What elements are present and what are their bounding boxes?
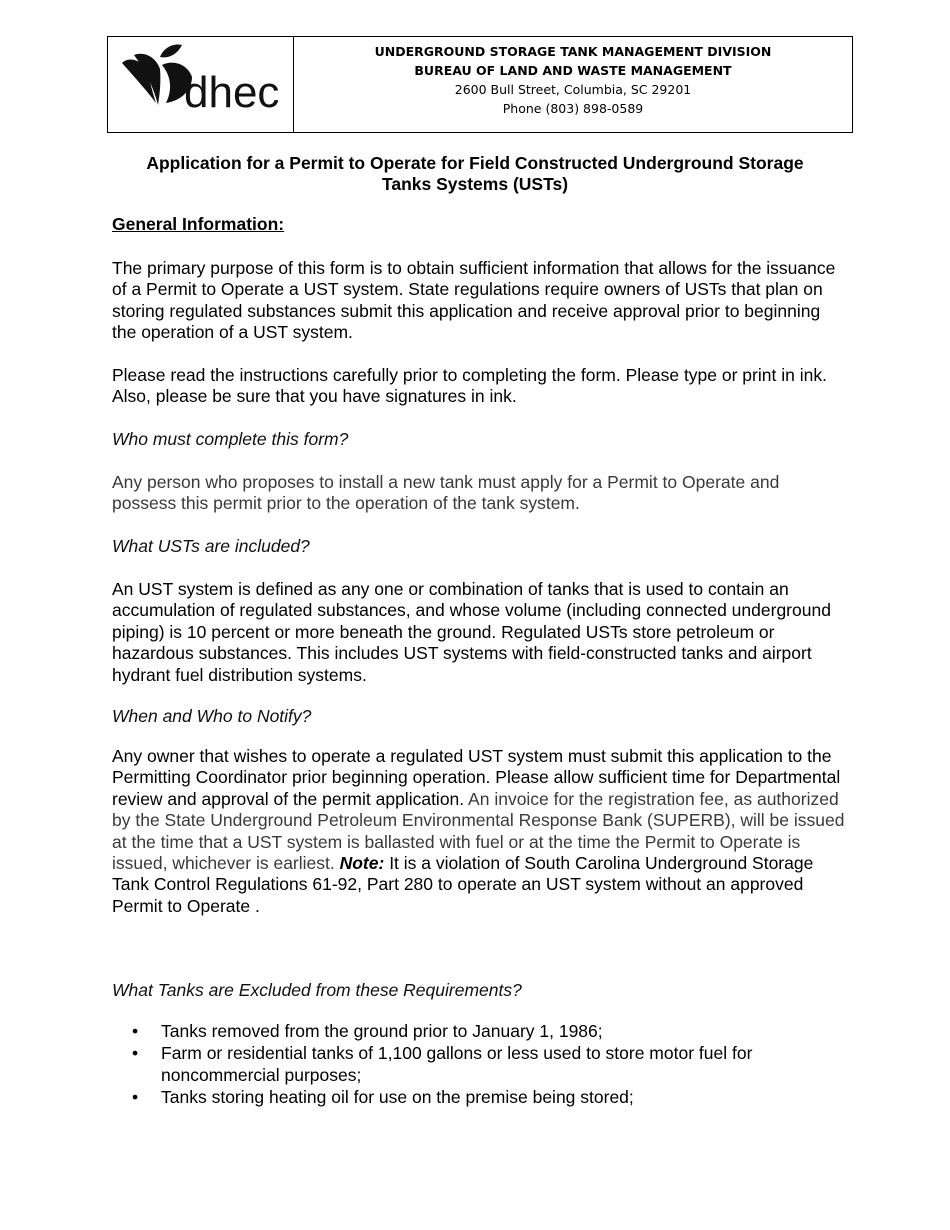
agency-address: 2600 Bull Street, Columbia, SC 29201 bbox=[454, 82, 692, 97]
bullet-icon: • bbox=[132, 1087, 139, 1107]
notify-answer-violation: It is a violation of South Carolina Underground Storage Tank Control Regulations 61-92, Part 280 to operate an UST system without an approved Permit to Operate . bbox=[112, 853, 814, 916]
dhec-logo-icon bbox=[116, 41, 288, 115]
agency-block bbox=[294, 37, 852, 137]
svg-text:dhec: dhec bbox=[184, 68, 280, 115]
notify-answer bbox=[112, 746, 847, 917]
agency-phone: Phone (803) 898-0589 bbox=[502, 101, 644, 116]
form-title-line1: Application for a Permit to Operate for Field Constructed Underground Storage bbox=[146, 153, 804, 173]
list-item bbox=[130, 1042, 830, 1086]
form-title bbox=[112, 153, 838, 195]
notify-question: When and Who to Notify? bbox=[112, 706, 312, 726]
division-name: UNDERGROUND STORAGE TANK MANAGEMENT DIVISION bbox=[374, 44, 772, 59]
letterhead bbox=[107, 36, 853, 133]
excluded-list bbox=[130, 1020, 830, 1108]
notify-answer-a: Any owner that wishes to operate a regulated UST system must submit this application to the Permitting Coordinator prior beginning operation. Please allow sufficient time for Departmental review and approval of the permit application. bbox=[112, 746, 841, 809]
list-item-text: Tanks removed from the ground prior to January 1, 1986; bbox=[161, 1021, 603, 1041]
list-item-text: Farm or residential tanks of 1,100 gallons or less used to store motor fuel for noncommercial purposes; bbox=[161, 1043, 753, 1085]
excluded-question: What Tanks are Excluded from these Requirements? bbox=[112, 980, 522, 1000]
form-title-line2: Tanks Systems (USTs) bbox=[381, 174, 569, 194]
dhec-logo bbox=[108, 37, 294, 132]
list-item-text: Tanks storing heating oil for use on the premise being stored; bbox=[161, 1087, 634, 1107]
notify-answer-invoice: An invoice for the registration fee, as authorized by the State Underground Petroleum Environmental Response Bank (SUPERB), will be issued at the time that a UST system is ballasted with fuel or at the time the Permit to Operate is issued, whichever is earliest. bbox=[112, 788, 845, 874]
note-label: Note: bbox=[339, 853, 385, 874]
bullet-icon: • bbox=[132, 1043, 139, 1063]
included-question: What USTs are included? bbox=[112, 536, 310, 556]
general-information-heading: General Information: bbox=[112, 214, 285, 234]
who-question: Who must complete this form? bbox=[112, 429, 349, 449]
list-item bbox=[130, 1086, 830, 1108]
who-answer: Any person who proposes to install a new tank must apply for a Permit to Operate and possess this permit prior to the operation of the tank system. bbox=[112, 472, 780, 514]
instructions-paragraph: Please read the instructions carefully prior to completing the form. Please type or print in ink. Also, please be sure that you have signatures in ink. bbox=[112, 365, 827, 407]
included-answer: An UST system is defined as any one or combination of tanks that is used to contain an accumulation of regulated substances, and whose volume (including connected underground piping) is 10 percent or more beneath the ground. Regulated USTs store petroleum or hazardous substances. This includes UST systems with field-constructed tanks and airport hydrant fuel distribution systems. bbox=[112, 579, 831, 685]
bureau-name: BUREAU OF LAND AND WASTE MANAGEMENT bbox=[414, 63, 732, 78]
purpose-paragraph: The primary purpose of this form is to obtain sufficient information that allows for the issuance of a Permit to Operate a UST system. State regulations require owners of USTs that plan on storing regulated substances submit this application and receive approval prior to beginning the operation of a UST system. bbox=[112, 258, 836, 343]
list-item bbox=[130, 1020, 830, 1042]
bullet-icon: • bbox=[132, 1021, 139, 1041]
